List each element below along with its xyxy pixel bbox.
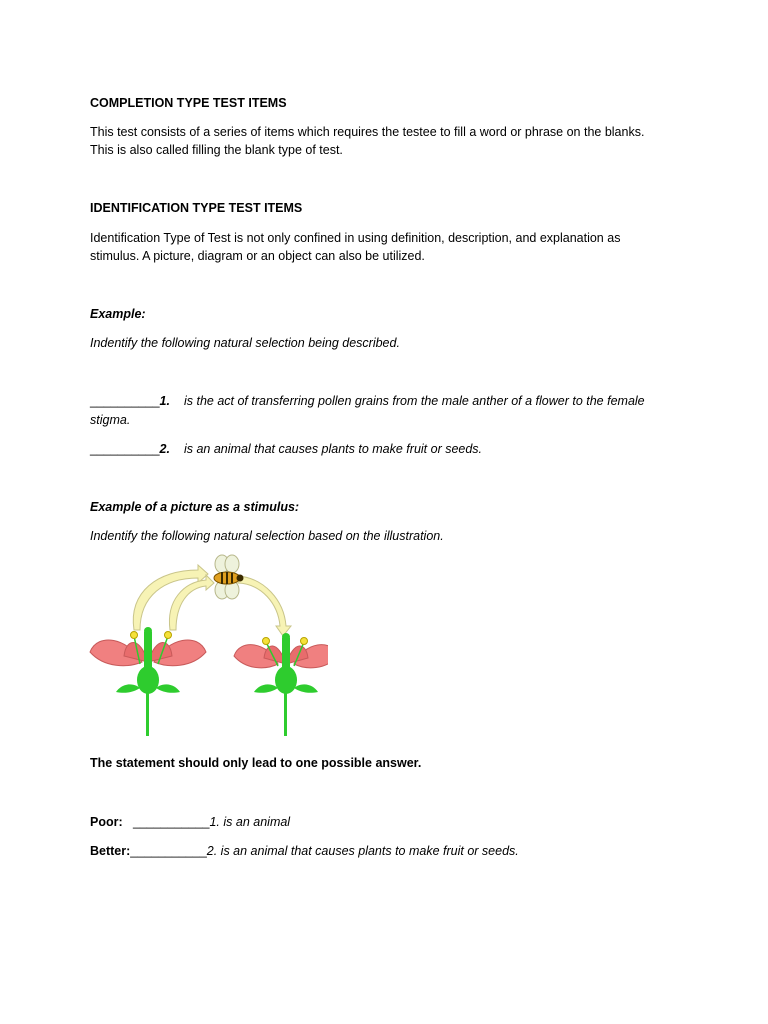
poor-label: Poor: (90, 815, 123, 829)
better-text: 2. is an animal that causes plants to make fruit or seeds. (206, 844, 519, 858)
flower-right (234, 633, 328, 736)
item-number: 1. (159, 394, 170, 408)
answer-blank: __________ (90, 394, 160, 408)
item-number: 2. (159, 442, 170, 456)
item-text: is an animal that causes plants to make fruit or seeds. (183, 442, 483, 456)
example-instruction: Indentify the following natural selection being described. (90, 336, 400, 350)
example-item-2 (90, 440, 482, 458)
better-example (90, 842, 519, 860)
picture-example-label: Example of a picture as a stimulus: (90, 500, 300, 514)
identification-body-line2: stimulus. A picture, diagram or an object can also be utilized. (90, 249, 425, 263)
identification-heading: IDENTIFICATION TYPE TEST ITEMS (90, 201, 303, 215)
pollination-illustration (88, 552, 328, 742)
identification-body-line1: Identification Type of Test is not only confined in using definition, description, and explanation as (90, 231, 621, 245)
better-label: Better: (90, 844, 131, 858)
bee-icon (214, 555, 244, 599)
answer-blank: __________ (90, 442, 160, 456)
completion-heading: COMPLETION TYPE TEST ITEMS (90, 96, 287, 110)
completion-body-line2: This is also called filling the blank type of test. (90, 143, 343, 157)
example-item-1 (90, 392, 645, 410)
pollination-arrows (133, 565, 291, 636)
answer-blank: ___________ (130, 844, 207, 858)
statement-note: The statement should only lead to one possible answer. (90, 756, 422, 770)
poor-text: 1. is an animal (209, 815, 291, 829)
example-item-1-continuation: stigma. (90, 413, 131, 427)
poor-example (90, 813, 290, 831)
completion-body-line1: This test consists of a series of items which requires the testee to fill a word or phrase on the blanks. (90, 125, 645, 139)
answer-blank: ___________ (133, 815, 210, 829)
item-text: is the act of transferring pollen grains from the male anther of a flower to the female (183, 394, 645, 408)
picture-example-instruction: Indentify the following natural selection based on the illustration. (90, 529, 444, 543)
flower-left (90, 627, 206, 736)
example-label: Example: (90, 307, 146, 321)
